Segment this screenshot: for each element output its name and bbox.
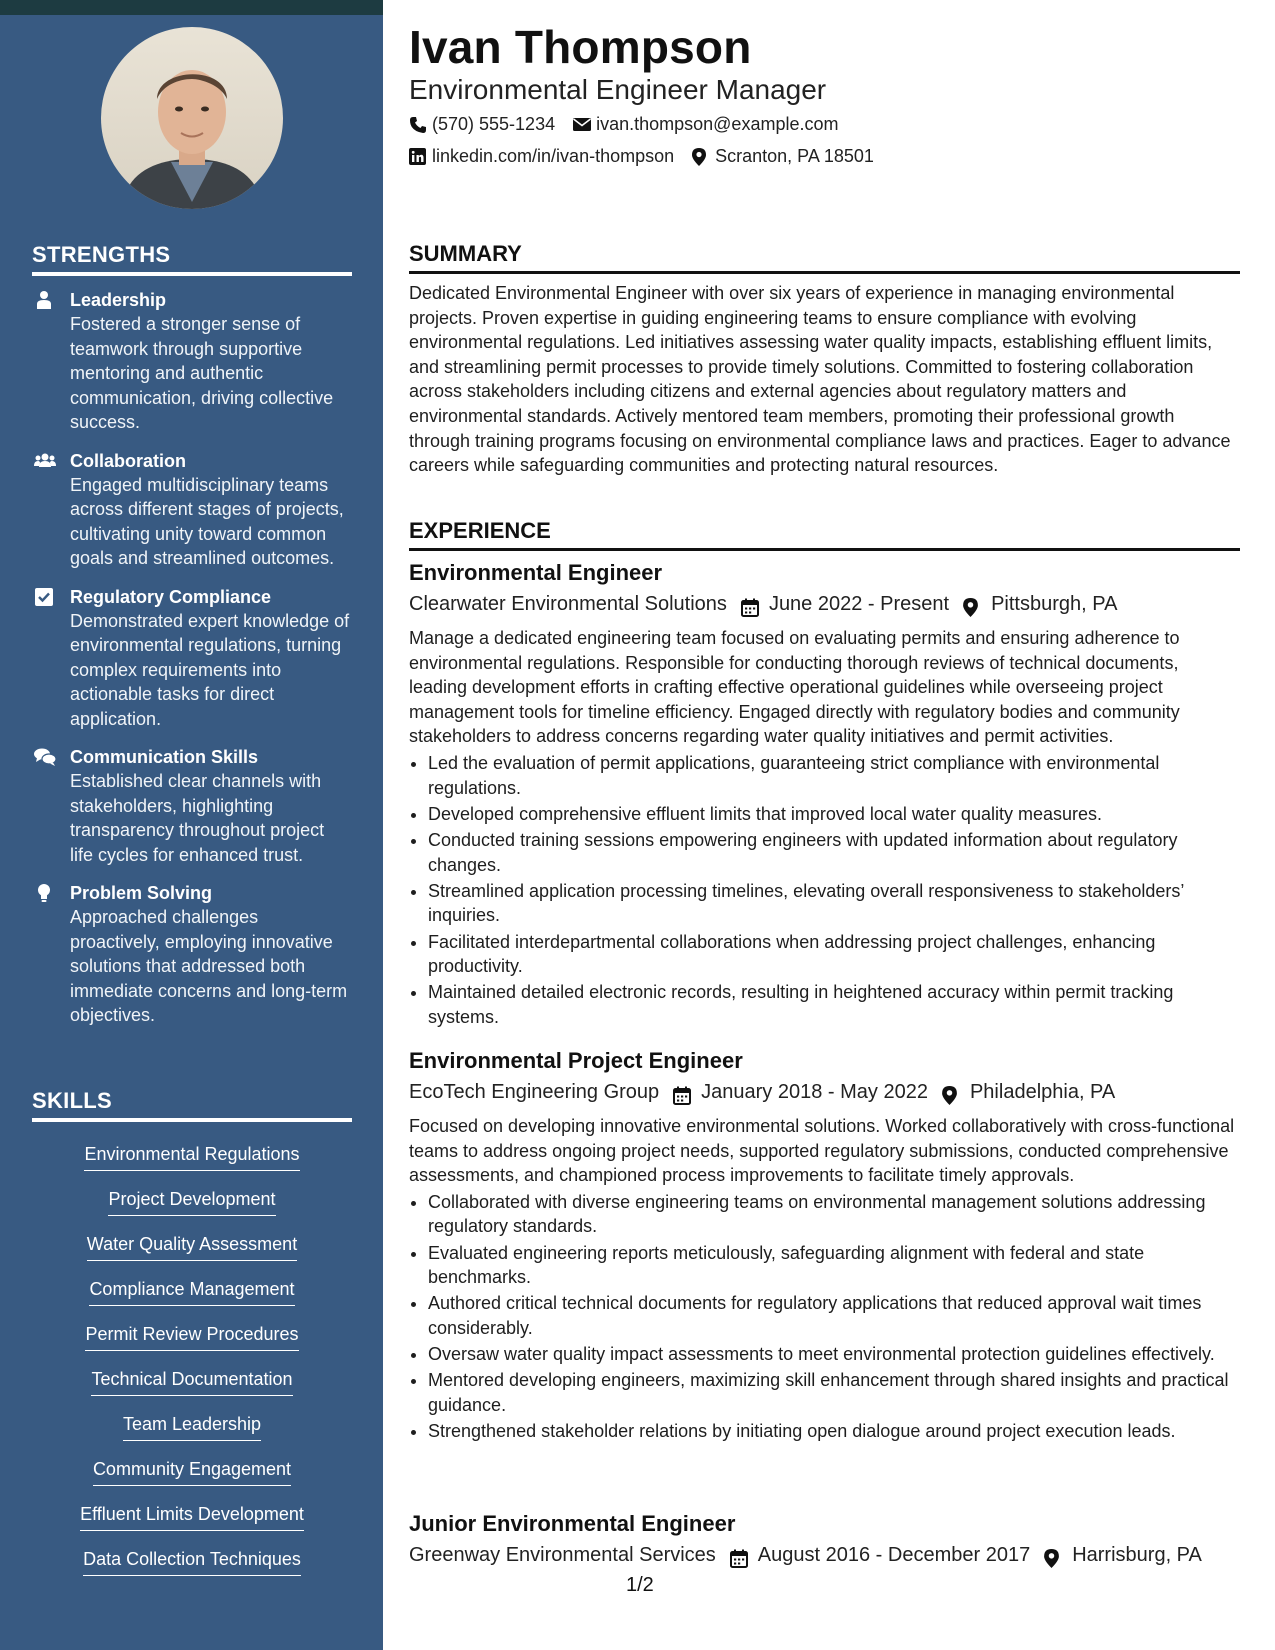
job-entry xyxy=(409,558,1240,1031)
bullet-item: • Strengthened stakeholder relations by initiating open dialogue around project execution leads. xyxy=(428,1419,1240,1444)
skill-item: Compliance Management xyxy=(89,1273,294,1306)
location-pin-icon xyxy=(692,148,710,166)
skill-item: Effluent Limits Development xyxy=(80,1498,304,1531)
job-dates: June 2022 - Present xyxy=(768,593,950,615)
contact-row-1 xyxy=(409,114,856,135)
bullet-item: • Mentored developing engineers, maximizing skill enhancement through shared insights and practical guidance. xyxy=(428,1368,1240,1417)
skills-heading: SKILLS xyxy=(32,1088,352,1122)
skills-list xyxy=(32,1132,352,1582)
strength-description: Demonstrated expert knowledge of environmental regulations, turning complex requirements into actionable tasks for direct application. xyxy=(70,610,350,729)
summary-heading: SUMMARY xyxy=(409,241,1240,274)
bullet-item: • Oversaw water quality impact assessments to meet environmental protection guidelines effectively. xyxy=(428,1342,1240,1367)
job-company: EcoTech Engineering Group xyxy=(409,1081,660,1103)
avatar xyxy=(101,27,283,209)
job-meta xyxy=(409,1076,1240,1108)
skill-item: Water Quality Assessment xyxy=(87,1228,297,1261)
strengths-section xyxy=(32,242,352,1028)
bullet-item: • Streamlined application processing timelines, elevating overall responsiveness to stakeholders’ inquiries. xyxy=(428,879,1240,928)
location-pin-icon xyxy=(942,1083,960,1102)
strength-item xyxy=(32,745,352,867)
calendar-icon xyxy=(741,595,759,614)
bullet-item: • Evaluated engineering reports meticulously, safeguarding alignment with federal and state benchmarks. xyxy=(428,1241,1240,1290)
strength-title: Regulatory Compliance xyxy=(70,586,272,607)
checkbox-icon xyxy=(34,587,54,607)
job-bullets xyxy=(409,751,1240,1030)
bullet-item: • Conducted training sessions empowering engineers with updated information about regulatory changes. xyxy=(428,828,1240,877)
email-link[interactable]: ivan.thompson@example.com xyxy=(596,114,839,134)
location-text: Scranton, PA 18501 xyxy=(715,146,874,166)
candidate-title: Environmental Engineer Manager xyxy=(409,74,827,105)
calendar-icon xyxy=(730,1546,748,1565)
strength-description: Fostered a stronger sense of teamwork through supportive mentoring and authentic communication, driving collective success. xyxy=(70,314,334,432)
skill-item: Community Engagement xyxy=(93,1453,291,1486)
envelope-icon xyxy=(573,116,591,134)
experience-heading: EXPERIENCE xyxy=(409,518,1240,551)
job-location: Pittsburgh, PA xyxy=(991,593,1118,615)
strength-item xyxy=(32,449,352,571)
person-icon xyxy=(34,290,54,310)
summary-text: Dedicated Environmental Engineer with over six years of experience in managing environmental projects. Proven expertise in guiding engineering teams to ensure compliance with evolving environmental regulations. Led initiatives assessing water quality impacts, establishing effluent limits, and streamlining permit processes to provide timely solutions. Committed to fostering collaboration across stakeholders including citizens and external agencies about regulatory matters and environmental standards. Actively mentored team members, promoting their professional growth through training programs focusing on environmental compliance laws and practices. Eager to advance careers while safeguarding communities and protecting natural resources. xyxy=(409,283,1231,476)
job-company: Clearwater Environmental Solutions xyxy=(409,593,727,615)
page-number: 1/2 xyxy=(626,1574,654,1596)
job-title: Environmental Project Engineer xyxy=(409,1048,743,1073)
strength-title: Collaboration xyxy=(70,450,186,471)
bullet-item: • Maintained detailed electronic records, resulting in heightened accuracy within permit tracking systems. xyxy=(428,980,1240,1029)
job-entry xyxy=(409,1046,1240,1445)
sidebar xyxy=(0,0,383,1650)
job-title: Junior Environmental Engineer xyxy=(409,1511,736,1536)
job-meta xyxy=(409,588,1240,620)
strength-title: Communication Skills xyxy=(70,747,259,767)
job-location: Philadelphia, PA xyxy=(969,1081,1116,1103)
bullet-item: • Facilitated interdepartmental collaborations when addressing project challenges, enhancing productivity. xyxy=(428,930,1240,979)
skills-section xyxy=(32,1088,352,1582)
job-meta xyxy=(409,1539,1240,1571)
job-dates: January 2018 - May 2022 xyxy=(701,1081,928,1103)
group-icon xyxy=(34,451,54,471)
contact-row-2 xyxy=(409,146,892,167)
job-description: Focused on developing innovative environmental solutions. Worked collaboratively with cross-functional teams to address ongoing project needs, supported regulatory submissions, conducted comprehensive assessments, and championed process improvements to facilitate timely approvals. xyxy=(409,1116,1235,1186)
strength-item xyxy=(32,585,352,732)
location-pin-icon xyxy=(1044,1546,1062,1565)
candidate-name: Ivan Thompson xyxy=(409,21,752,73)
strength-title: Leadership xyxy=(70,290,167,310)
phone-icon xyxy=(409,116,427,134)
lightbulb-icon xyxy=(34,883,54,903)
job-company: Greenway Environmental Services xyxy=(409,1544,716,1566)
strength-item xyxy=(32,288,352,435)
bullet-item: • Collaborated with diverse engineering teams on environmental management solutions addressing regulatory standards. xyxy=(428,1190,1240,1239)
job-title: Environmental Engineer xyxy=(409,560,663,585)
job-entry xyxy=(409,1509,1240,1571)
strength-description: Approached challenges proactively, employing innovative solutions that addressed both immediate concerns and long-term objectives. xyxy=(70,907,348,1025)
strengths-heading: STRENGTHS xyxy=(32,242,352,276)
skill-item: Environmental Regulations xyxy=(84,1138,299,1171)
sidebar-top-bar xyxy=(0,0,383,15)
linkedin-icon xyxy=(409,148,427,166)
bullet-item: • Authored critical technical documents for regulatory applications that reduced approval wait times considerably. xyxy=(428,1291,1240,1340)
bullet-item: • Developed comprehensive effluent limits that improved local water quality measures. xyxy=(428,802,1240,827)
location-pin-icon xyxy=(963,595,981,614)
skill-item: Technical Documentation xyxy=(91,1363,292,1396)
calendar-icon xyxy=(673,1083,691,1102)
job-dates: August 2016 - December 2017 xyxy=(757,1544,1031,1566)
skill-item: Permit Review Procedures xyxy=(85,1318,298,1351)
job-location: Harrisburg, PA xyxy=(1072,1544,1202,1566)
strength-title: Problem Solving xyxy=(70,883,213,903)
strength-item xyxy=(32,881,352,1028)
job-description: Manage a dedicated engineering team focused on evaluating permits and ensuring adherence to environmental regulations. Responsible for conducting thorough reviews of technical documents, leading development efforts in crafting effective operational guidelines while overseeing project management tools for timeline efficiency. Engaged directly with regulatory bodies and community stakeholders to address concerns regarding water quality initiatives and permit activities. xyxy=(409,628,1180,747)
skill-item: Team Leadership xyxy=(123,1408,261,1441)
bullet-item: • Led the evaluation of permit applications, guaranteeing strict compliance with environmental regulations. xyxy=(428,751,1240,800)
skill-item: Project Development xyxy=(108,1183,275,1216)
strength-description: Engaged multidisciplinary teams across different stages of projects, cultivating unity toward common goals and streamlined outcomes. xyxy=(70,474,344,568)
job-bullets xyxy=(409,1190,1240,1444)
linkedin-link[interactable]: linkedin.com/in/ivan-thompson xyxy=(432,146,675,166)
phone-number[interactable]: (570) 555-1234 xyxy=(432,114,556,134)
skill-item: Data Collection Techniques xyxy=(83,1543,301,1576)
chat-icon xyxy=(34,747,54,767)
strength-description: Established clear channels with stakeholders, highlighting transparency throughout project life cycles for enhanced trust. xyxy=(70,771,325,865)
